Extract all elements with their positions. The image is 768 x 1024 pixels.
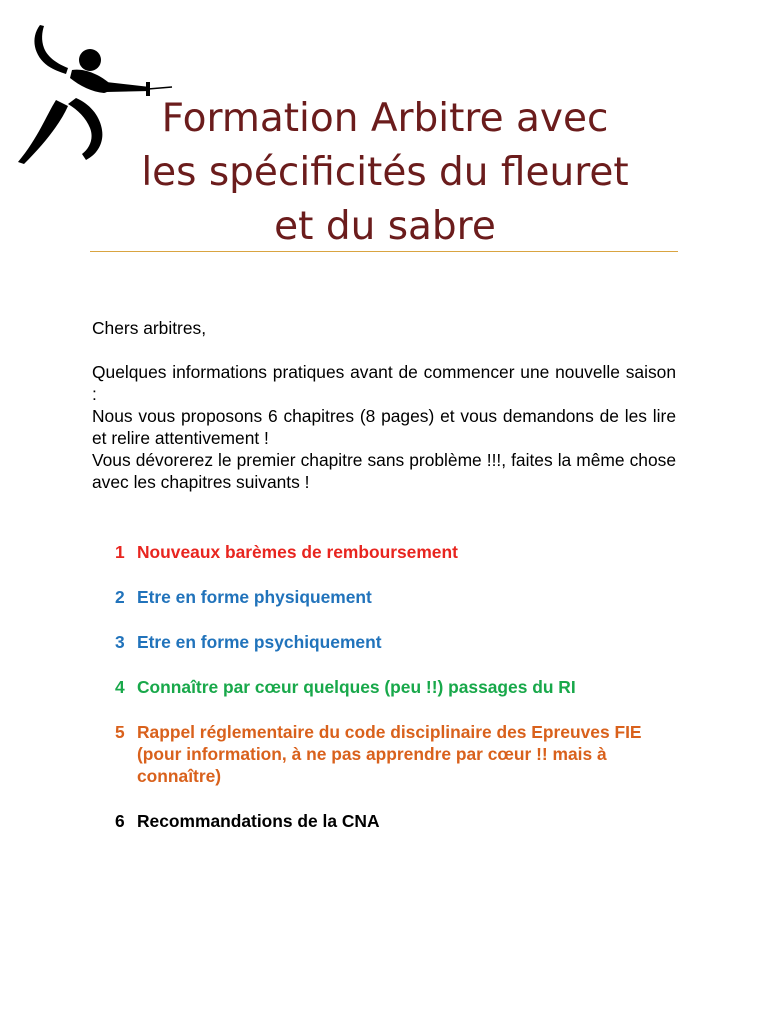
chapter-item [115,631,715,653]
chapter-title: Etre en forme psychiquement [137,632,382,652]
chapter-title: Etre en forme physiquement [137,587,372,607]
chapter-number: 1 [115,542,125,562]
chapter-title: Rappel réglementaire du code disciplinaire des Epreuves FIE (pour information, à ne pas apprendre par cœur !! mais à connaître) [137,722,642,786]
title-divider [90,251,678,252]
chapter-item [115,586,715,608]
intro-section [92,317,676,493]
chapter-number: 6 [115,811,125,831]
chapter-title: Nouveaux barèmes de remboursement [137,542,458,562]
title-line: Formation Arbitre avec [161,96,609,141]
chapter-title: Connaître par cœur quelques (peu !!) passages du RI [137,677,576,697]
chapter-number: 3 [115,632,125,652]
chapter-list [115,541,715,855]
chapter-title: Recommandations de la CNA [137,811,380,831]
intro-paragraph: Vous dévorerez le premier chapitre sans problème !!!, faites la même chose avec les chapitres suivants ! [92,450,676,492]
chapter-number: 2 [115,587,125,607]
chapter-number: 5 [115,722,125,742]
document-title [90,92,680,254]
chapter-item [115,810,715,832]
chapter-item [115,721,715,787]
chapter-number: 4 [115,677,125,697]
chapter-item [115,676,715,698]
title-line: et du sabre [274,204,496,249]
intro-paragraph: Quelques informations pratiques avant de commencer une nouvelle saison : [92,362,676,404]
title-line: les spécificités du fleuret [141,150,629,195]
chapter-item [115,541,715,563]
intro-paragraph: Nous vous proposons 6 chapitres (8 pages) et vous demandons de les lire et relire attentivement ! [92,406,676,448]
greeting: Chers arbitres, [92,318,207,338]
